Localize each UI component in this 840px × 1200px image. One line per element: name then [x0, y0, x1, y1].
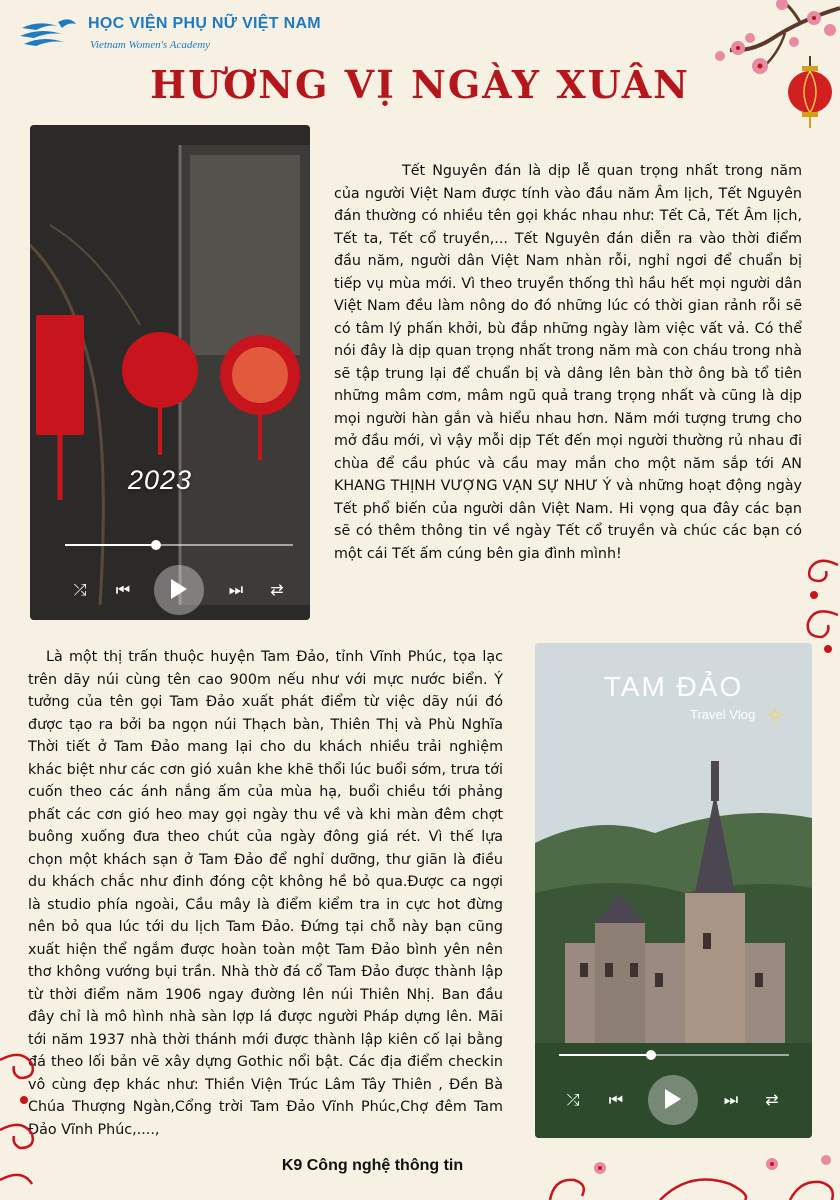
repeat-icon[interactable]: ⇄ [270, 580, 284, 599]
play-button[interactable] [154, 565, 204, 615]
video-progress-knob[interactable] [151, 540, 161, 550]
play-icon [665, 1089, 681, 1109]
video-year-overlay: 2023 [128, 465, 193, 495]
footer-credit: K9 Công nghệ thông tin [281, 1157, 464, 1174]
brand-subtitle: Vietnam Women's Academy [90, 39, 211, 51]
tam-dao-video-player[interactable] [535, 643, 812, 1138]
next-icon[interactable]: ⏭ [723, 1090, 739, 1109]
shuffle-icon[interactable]: ⤮ [73, 580, 87, 599]
previous-icon[interactable]: ⏮ [608, 1090, 624, 1109]
cloud-swirl-icon [798, 545, 840, 655]
video-progress-knob[interactable] [646, 1050, 656, 1060]
tam-dao-paragraph: Là một thị trấn thuộc huyện Tam Đảo, tỉnh Vĩnh Phúc, tọa lạc trên dãy núi cùng tên cao 900m nếu như với mực nước biển. Ý tưởng của tên gọi Tam Đảo xuất phát điểm từ việc dãy núi đó được tạo ra bởi ba ngọn núi Thạch bàn, Thiên Thị và Phù Nghĩa Thời tiết ở Tam Đảo mang lại cho du khách nhiều trải nghiệm khác biệt như các cơn gió xuân khe khẽ thổi lúc buổi sớm, trưa tới cuốn theo các ánh nắng ấm của mùa hạ, buổi chiều tới phảng phất các cơn gió heo may gọi ngày thu về và khi màn đêm chợt buông xuống đưa theo chút của ngày đông giá rét. Vì thế lựa chọn một khách sạn ở Tam Đảo để nghỉ dưỡng, thư giãn là điều du khách chắc như đinh đóng cột không hề bỏ qua.Được ca ngợi là studio phía ngoài, Cầu mây là điểm kiểm tra in cực hot đừng nên bỏ qua lúc tới du lịch Tam Đảo. Đứng tại chỗ này bạn cũng xuất hiện thể ngắm được hoàn toàn một Tam Đảo bình yên nên thơ không vướng bụi trần. Nhà thờ đá cổ Tam Đảo được thành lập từ thời điểm năm 1906 ngay đường lên núi Thiên Nhị. Ban đầu đây chỉ là mô hình nhà sàn lợp lá được người Pháp dựng lên. Mãi tới năm 1937 nhà thời thánh mới được thành lập kiên cố lại bằng đá theo lối bản vẽ xây dựng Gothic nổi bật. Các địa điểm checkin vô cùng đẹp khác như: Thiền Viện Trúc Lâm Tây Thiên , Đền Bà Chúa Thượng Ngàn,Cổng trời Tam Đảo Vĩnh Phúc,Chợ đêm Tam Đảo Vĩnh Phúc,...., [28, 649, 503, 1138]
next-icon[interactable]: ⏭ [228, 580, 244, 599]
shuffle-icon[interactable]: ⤮ [566, 1090, 580, 1109]
video-progress-fill [559, 1054, 651, 1056]
play-icon [171, 579, 187, 599]
page-title: HƯƠNG VỊ NGÀY XUÂN [150, 62, 690, 107]
tet-paragraph: Tết Nguyên đán là dịp lễ quan trọng nhất trong năm của người Việt Nam được tính vào đầu năm Âm lịch, Tết Nguyên đán thường có nhiều tên gọi khác nhau như: Tết Cả, Tết Âm lịch, Tết ta, Tết cổ truyền,... Tết Nguyên đán diễn ra vào thời điểm đầu năm, người dân Việt Nam nhàn rỗi, nghỉ ngơi để chuẩn bị tiếp vụ mùa mới. Vì theo truyền thống thì hầu hết mọi người dân Việt Nam đều làm nông do đó những lúc có thời gian rảnh rỗi sẽ có tâm lý phấn khởi, bù đắp những ngày làm việc vất vả. Có thể nói đây là dịp quan trọng nhất trong năm mà con cháu trong nhà sẽ tập trung lại để chuẩn bị và dâng lên bàn thờ ông bà tổ tiên những mâm cơm, mâm ngũ quả trang trọng nhất và cũng là dịp mọi người hàn gắn và hiểu nhau hơn. Năm mới tượng trưng cho mở đầu mới, vì vậy mỗi dịp Tết đến mọi người thường rủ nhau đi chùa để cầu phúc và cầu may mắn cho một năm sắp tới AN KHANG THỊNH VƯỢNG VẠN SỰ NHƯ Ý và những hoạt động ngày Tết phổ biến của người dân Việt Nam. Hi vọng qua đây các bạn sẽ có thêm thông tin về ngày Tết cổ truyền và chúc các bạn có một cái Tết ấm cúng bên gia đình mình! [334, 163, 802, 562]
video-title: TAM ĐẢO [603, 671, 744, 702]
repeat-icon[interactable]: ⇄ [765, 1090, 779, 1109]
play-button[interactable] [648, 1075, 698, 1125]
academy-logo [18, 14, 82, 54]
cloud-swirl-icon [0, 1040, 44, 1200]
video-progress-fill [65, 544, 156, 546]
sun-icon [767, 707, 783, 723]
brand-name: HỌC VIỆN PHỤ NỮ VIỆT NAM [88, 15, 321, 32]
tet-video-player[interactable] [30, 125, 310, 620]
video-progress-bar[interactable] [65, 544, 293, 546]
previous-icon[interactable]: ⏮ [115, 580, 131, 599]
cloud-swirl-icon [540, 1150, 840, 1200]
video-subtitle: Travel Vlog [690, 707, 756, 722]
video-progress-bar[interactable] [559, 1054, 789, 1056]
